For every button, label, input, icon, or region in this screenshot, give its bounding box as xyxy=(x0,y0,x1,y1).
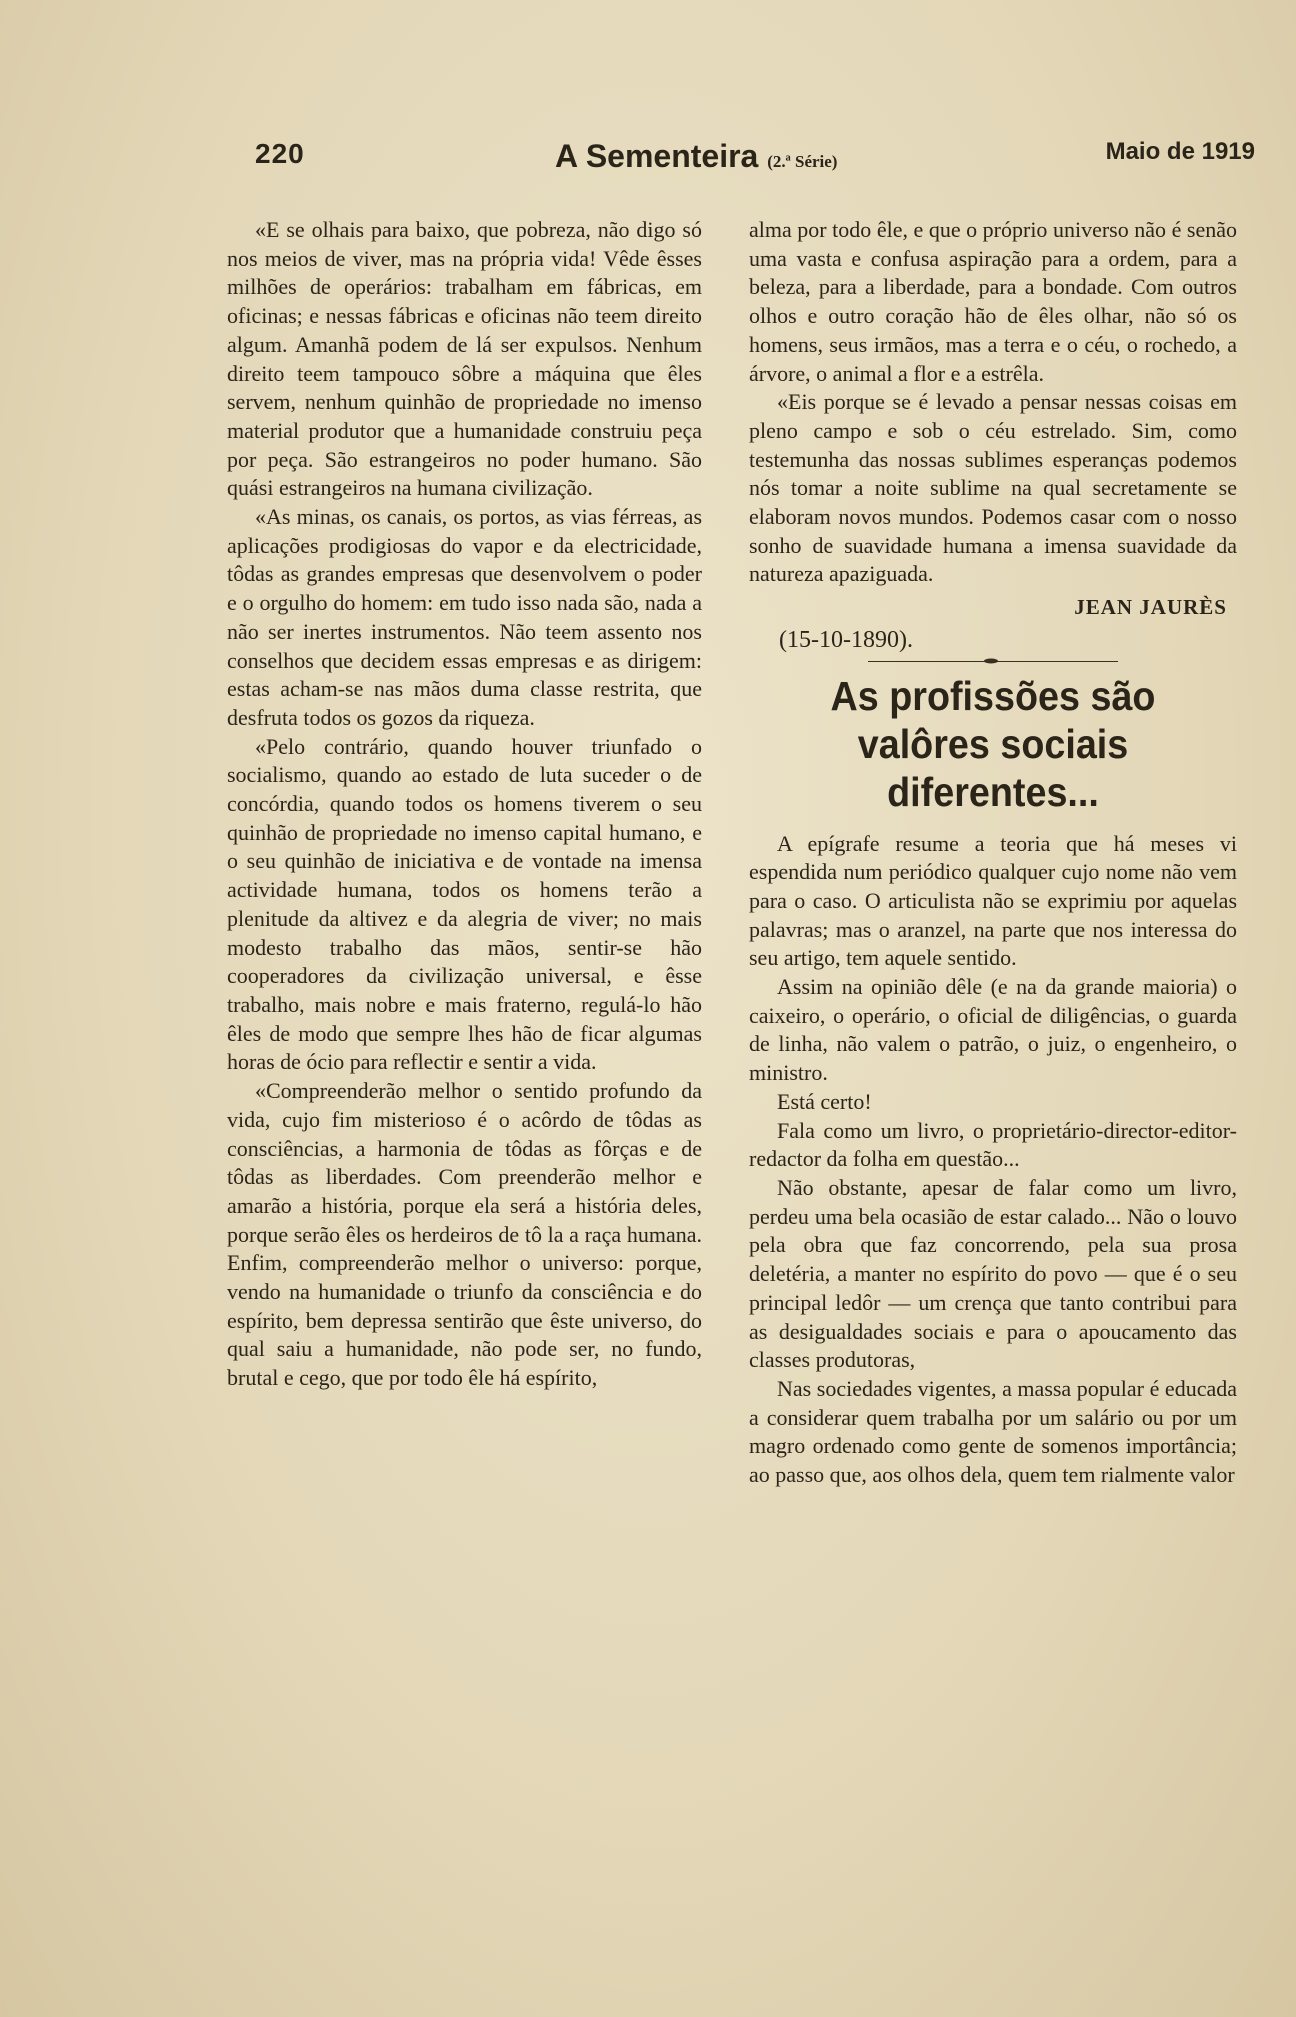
paragraph: A epígrafe resume a teoria que há meses vi espendida num periódico qualquer cujo nome não vem para o caso. O articulista não se exprimiu por aquelas palavras; mas o aranzel, na parte que nos interessa do seu artigo, tem aquele sentido. xyxy=(749,830,1237,971)
section-divider xyxy=(868,661,1118,662)
issue-date: Maio de 1919 xyxy=(1105,138,1255,165)
paragraph: alma por todo êle, e que o próprio universo não é senão uma vasta e confusa aspiração para a ordem, para a beleza, para a liberdade, para a bondade. Com outros olhos e outro coração hão de êles olhar, não só os homens, seus irmãos, mas a terra e o céu, o rochedo, a árvore, o animal a flor e a estrêla. xyxy=(749,217,1237,386)
page-header xyxy=(255,138,1255,182)
right-column xyxy=(749,216,1237,1490)
signature-date: (15-10-1890). xyxy=(779,626,913,653)
paragraph: «Pelo contrário, quando houver triunfado o socialismo, quando ao estado de luta suceder o de concórdia, quando todos os homens tiverem o seu quinhão de propriedade no imenso capital humano, e o seu quinhão de iniciativa e de vontade na imensa actividade humana, todos os homens terão a plenitude da altivez e da alegria de viver; no mais modesto trabalho das mãos, sentir-se hão cooperadores da civilização universal, e êsse trabalho, mais nobre e mais fraterno, regulá-lo hão êles de modo que sempre lhes hão de ficar algumas horas de ócio para reflectir e sentir a vida. xyxy=(227,733,702,1075)
journal-series: (2.ª Série) xyxy=(767,152,838,171)
paragraph: Está certo! xyxy=(777,1088,872,1114)
page-number: 220 xyxy=(255,138,305,169)
paragraph: «E se olhais para baixo, que pobreza, não digo só nos meios de viver, mas na própria vida! Vêde êsses milhões de operários: trabalham em fábricas, em oficinas; e nessas fábricas e oficinas não teem direito algum. Amanhã podem de lá ser expulsos. Nenhum direito teem tampouco sôbre a máquina que êles servem, nenhum quinhão de propriedade no imenso material produtor que a humanidade construiu peça por peça. São estrangeiros no poder humano. São quási estrangeiros na humana civilização. xyxy=(227,217,702,501)
paragraph: Não obstante, apesar de falar como um livro, perdeu uma bela ocasião de estar calado... Não o louvo pela obra que faz concorrendo, pela sua prosa deletéria, a manter no espírito do povo — que é o seu principal ledôr — um crença que tanto contribui para as desigualdades sociais e para o apoucamento das classes produtoras, xyxy=(749,1174,1237,1373)
paragraph: «As minas, os canais, os portos, as vias férreas, as aplicações prodigiosas do vapor e da electricidade, tôdas as grandes empresas que desenvolvem o poder e o orgulho do homem: em tudo isso nada são, nada a não ser inertes instrumentos. Não teem assento nos conselhos que decidem essas empresas e as dirigem: estas acham-se nas mãos duma classe restrita, que desfruta todos os gozos da riqueza. xyxy=(227,504,702,730)
author-signature: JEAN JAURÈS xyxy=(1074,595,1227,620)
left-column xyxy=(227,216,702,1393)
paragraph: Assim na opinião dêle (e na da grande maioria) o caixeiro, o operário, o oficial de diligências, o guarda de linha, não valem o patrão, o juiz, o engenheiro, o ministro. xyxy=(749,974,1237,1086)
article-title: As profissões são valôres sociais diferentes... xyxy=(830,672,1156,815)
paragraph: «Eis porque se é levado a pensar nessas coisas em pleno campo e sob o céu estrelado. Sim, como testemunha das nossas sublimes esperanças podemos nós tomar a noite sublime na qual secretamente se elaboram novos mundos. Podemos casar com o nosso sonho de suavidade humana a imensa suavidade da natureza apaziguada. xyxy=(749,389,1237,587)
paragraph: «Compreenderão melhor o sentido profundo da vida, cujo fim misterioso é o acôrdo de tôdas as consciências, a harmonia de tôdas as fôrças e de tôdas as liberdades. Com preenderão melhor e amarão a história, porque ela será a história deles, porque serão êles os herdeiros de tô la a raça humana. Enfim, compreenderão melhor o universo: porque, vendo na humanidade o triunfo da consciência e do espírito, bem depressa sentirão que êste universo, do qual saiu a humanidade, não pode ser, no fundo, brutal e cego, que por todo êle há espírito, xyxy=(227,1078,702,1391)
journal-name: A Sementeira xyxy=(555,138,759,174)
journal-title xyxy=(555,138,837,175)
paragraph: Nas sociedades vigentes, a massa popular é educada a considerar quem trabalha por um salário ou por um magro ordenado como gente de somenos importância; ao passo que, aos olhos dela, quem tem rialmente valor xyxy=(749,1375,1237,1488)
paragraph: Fala como um livro, o proprietário-director-editor-redactor da folha em questão... xyxy=(749,1117,1237,1172)
divider-ornament xyxy=(984,658,998,663)
